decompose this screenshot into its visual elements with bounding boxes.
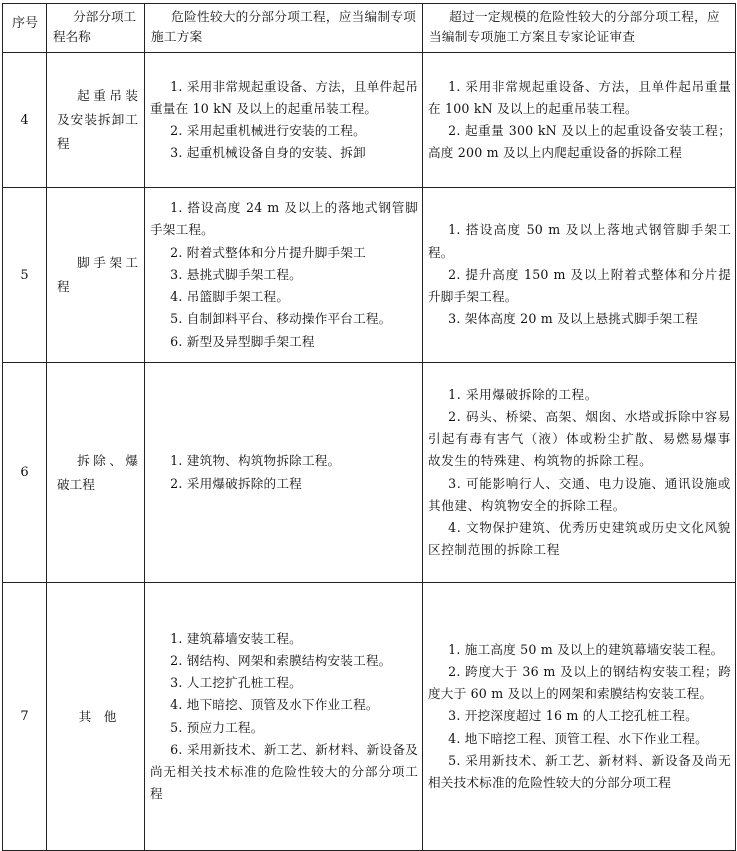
list-item: 1. 施工高度 50 m 及以上的建筑幕墙安装工程。 [448, 641, 724, 657]
row-no: 4 [3, 53, 47, 188]
row-b-list [423, 363, 736, 583]
list-item: 1. 采用非常规起重设备、方法，且单件起吊重量在 100 kN 及以上的起重吊装工程。 [428, 78, 731, 116]
table-row [3, 363, 736, 583]
row-a-list [145, 363, 423, 583]
list-item: 1. 采用非常规起重设备、方法，且单件起吊重量在 10 kN 及以上的起重吊装工程。 [150, 78, 418, 116]
list-item: 6. 采用新技术、新工艺、新材料、新设备及尚无相关技术标准的危险性较大的分部分项工程 [150, 741, 418, 802]
row-no: 7 [3, 583, 47, 851]
list-item: 1. 建筑物、构筑物拆除工程。 [170, 453, 341, 469]
hazard-work-table [2, 3, 736, 851]
header-b: 超过一定规模的危险性较大的分部分项工程，应当编制专项施工方案且专家论证审查 [423, 4, 736, 53]
list-item: 3. 架体高度 20 m 及以上悬挑式脚手架工程 [448, 311, 698, 327]
row-a-list [145, 53, 423, 188]
row-b-list [423, 53, 736, 188]
row-name: 起重吊装及安装拆卸工程 [47, 53, 145, 188]
list-item: 3. 人工挖扩孔桩工程。 [170, 675, 302, 691]
list-item: 3. 起重机械设备自身的安装、拆卸 [170, 145, 366, 161]
list-item: 3. 悬挑式脚手架工程。 [170, 266, 302, 282]
row-no: 6 [3, 363, 47, 583]
table-header-row [3, 4, 736, 53]
header-a: 危险性较大的分部分项工程，应当编制专项施工方案 [145, 4, 423, 53]
list-item: 2. 起重量 300 kN 及以上的起重设备安装工程；高度 200 m 及以上内爬起重设备的拆除工程 [428, 123, 731, 161]
list-item: 5. 自制卸料平台、移动操作平台工程。 [170, 311, 392, 327]
list-item: 6. 新型及异型脚手架工程 [170, 333, 315, 349]
list-item: 3. 开挖深度超过 16 m 的人工挖孔桩工程。 [448, 708, 698, 724]
list-item: 5. 采用新技术、新工艺、新材料、新设备及尚无相关技术标准的危险性较大的分部分项工程 [428, 752, 731, 790]
table-row [3, 583, 736, 851]
list-item: 1. 搭设高度 24 m 及以上的落地式钢管脚手架工程。 [150, 200, 418, 238]
list-item: 1. 建筑幕墙安装工程。 [170, 630, 302, 646]
row-a-list [145, 583, 423, 851]
row-b-list [423, 188, 736, 363]
list-item: 4. 地下暗挖工程、顶管工程、水下作业工程。 [448, 730, 708, 746]
list-item: 2. 跨度大于 36 m 及以上的钢结构安装工程；跨度大于 60 m 及以上的网架和索膜结构安装工程。 [428, 663, 731, 702]
list-item: 2. 采用爆破拆除的工程 [170, 475, 302, 491]
row-name: 拆除、爆破工程 [47, 363, 145, 583]
row-no: 5 [3, 188, 47, 363]
list-item: 2. 采用起重机械进行安装的工程。 [170, 123, 366, 138]
row-name: 其 他 [47, 583, 145, 851]
row-a-list [145, 188, 423, 363]
row-b-list [423, 583, 736, 851]
list-item: 5. 预应力工程。 [170, 719, 264, 735]
list-item: 2. 钢结构、网架和索膜结构安装工程。 [170, 652, 392, 668]
list-item: 4. 地下暗挖、顶管及水下作业工程。 [170, 697, 379, 713]
list-item: 1. 采用爆破拆除的工程。 [448, 386, 598, 402]
table-row [3, 188, 736, 363]
header-no: 序号 [3, 4, 47, 53]
row-name: 脚手架工程 [47, 188, 145, 363]
header-name: 分部分项工程名称 [47, 4, 145, 53]
list-item: 3. 可能影响行人、交通、电力设施、通讯设施或其他建、构筑物安全的拆除工程。 [428, 475, 731, 513]
list-item: 2. 附着式整体和分片提升脚手架工 [170, 244, 366, 260]
list-item: 2. 码头、桥梁、高架、烟囱、水塔或拆除中容易引起有毒有害气（液）体或粉尘扩散、易燃易爆事故发生的特殊建、构筑物的拆除工程。 [428, 408, 731, 469]
list-item: 4. 文物保护建筑、优秀历史建筑或历史文化风貌区控制范围的拆除工程 [428, 519, 731, 558]
table-row [3, 53, 736, 188]
list-item: 4. 吊篮脚手架工程。 [170, 289, 290, 305]
list-item: 2. 提升高度 150 m 及以上附着式整体和分片提升脚手架工程。 [428, 266, 731, 305]
list-item: 1. 搭设高度 50 m 及以上落地式钢管脚手架工程。 [428, 222, 731, 260]
